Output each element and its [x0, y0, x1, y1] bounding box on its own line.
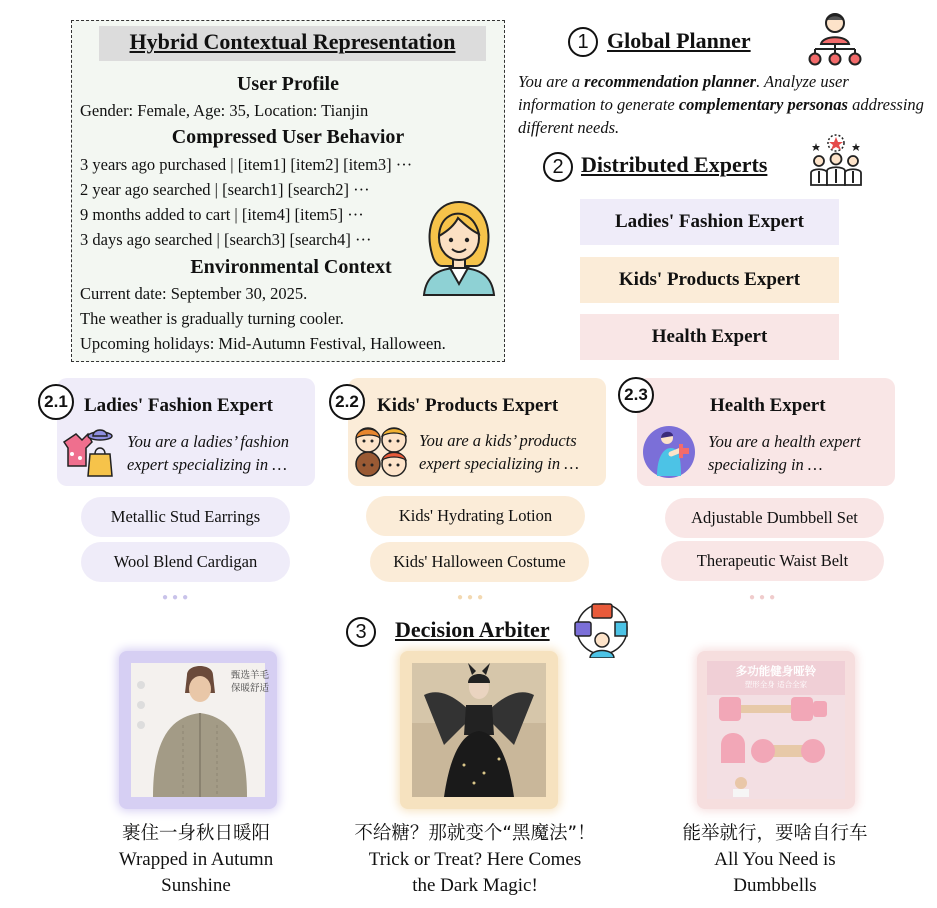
- expert-card-title: Health Expert: [710, 395, 826, 416]
- more-items-dots: ●●●: [457, 592, 488, 603]
- expert-box-ladies-fashion: Ladies' Fashion Expert: [580, 199, 839, 245]
- recommended-item-pill: Kids' Hydrating Lotion: [366, 496, 585, 536]
- arbiter-icon: [573, 600, 631, 658]
- photo-overlay-line: 保暖舒适: [231, 683, 270, 694]
- step-number-1: 1: [568, 27, 598, 57]
- planner-desc-emphasis: complementary personas: [678, 95, 848, 114]
- environment-heading: Environmental Context: [190, 256, 392, 278]
- expert-card-desc: You are a health expert: [708, 432, 861, 451]
- caption-chinese: 能举就行，要啥自行车: [682, 823, 868, 844]
- expert-card-badge: 2.1: [38, 384, 74, 420]
- caption-english: the Dark Magic!: [412, 875, 538, 896]
- fitness-dumbbell-icon: [641, 424, 697, 480]
- user-avatar-icon: [418, 196, 500, 296]
- planner-desc-part: addressing different needs.: [518, 95, 924, 137]
- caption-chinese: 裹住一身秋日暖阳: [121, 823, 270, 844]
- caption-english: Sunshine: [161, 875, 231, 896]
- recommended-item-pill: Wool Blend Cardigan: [81, 542, 290, 582]
- user-profile-heading: User Profile: [236, 73, 339, 95]
- behavior-line: 3 years ago purchased | [item1] [item2] [item3] ···: [80, 155, 413, 174]
- more-items-dots: ●●●: [749, 592, 780, 603]
- expert-card-title: Kids' Products Expert: [377, 395, 559, 416]
- expert-card-desc: expert specializing in …: [127, 455, 287, 474]
- environment-line: Upcoming holidays: Mid-Autumn Festival, Halloween.: [80, 334, 446, 353]
- expert-box-health: Health Expert: [580, 314, 839, 360]
- planner-hierarchy-icon: [805, 11, 865, 69]
- photo-overlay-line: 甄选羊毛: [231, 670, 270, 681]
- planner-desc-part: You are a: [518, 72, 585, 91]
- planner-desc-emphasis: recommendation planner: [584, 72, 757, 91]
- caption-english: Wrapped in Autumn: [118, 849, 274, 870]
- product-photo-dumbbell-frame: [701, 655, 851, 805]
- behavior-line: 9 months added to cart | [item4] [item5] ···: [80, 205, 364, 224]
- expert-card-desc: You are a ladies’ fashion: [127, 432, 289, 451]
- costume-photo: [404, 655, 554, 805]
- expert-card-badge: 2.2: [329, 384, 365, 420]
- caption-english: Trick or Treat? Here Comes: [368, 849, 582, 870]
- recommended-item-pill: Adjustable Dumbbell Set: [665, 498, 884, 538]
- step-number-3: 3: [346, 617, 376, 647]
- recommended-item-pill: Kids' Halloween Costume: [370, 542, 589, 582]
- kids-faces-icon: [351, 424, 411, 478]
- product-photo-costume-frame: [404, 655, 554, 805]
- planner-desc-part: . Analyze user information to generate: [518, 72, 849, 114]
- hybrid-title: Hybrid Contextual Representation: [129, 29, 456, 54]
- environment-line: Current date: September 30, 2025.: [80, 284, 308, 303]
- behavior-heading: Compressed User Behavior: [171, 126, 405, 148]
- product-photo-cardigan-frame: [123, 655, 273, 805]
- photo-overlay-subtitle: 塑形全身 适合全家: [744, 680, 808, 689]
- step-number-2: 2: [543, 152, 573, 182]
- behavior-line: 3 days ago searched | [search3] [search4] ···: [80, 230, 372, 249]
- distributed-experts-title: Distributed Experts: [581, 152, 768, 177]
- environment-line: The weather is gradually turning cooler.: [80, 309, 344, 328]
- expert-card-badge: 2.3: [618, 377, 654, 413]
- decision-arbiter-title: Decision Arbiter: [395, 617, 550, 642]
- caption-chinese: 不给糖？那就变个“黑魔法”！: [354, 823, 596, 844]
- behavior-line: 2 year ago searched | [search1] [search2] ···: [80, 180, 370, 199]
- caption-english: Dumbbells: [733, 875, 817, 896]
- expert-box-kids-products: Kids' Products Expert: [580, 257, 839, 303]
- caption-english: All You Need is: [714, 849, 836, 870]
- planner-description: [518, 70, 928, 139]
- fashion-shopping-icon: [60, 424, 116, 478]
- expert-card-title: Ladies' Fashion Expert: [84, 395, 273, 416]
- experts-group-icon: [806, 133, 866, 187]
- photo-overlay-text: [231, 669, 269, 695]
- expert-card-desc: expert specializing in …: [419, 454, 579, 473]
- photo-overlay-title: 多功能健身哑铃: [735, 664, 817, 678]
- recommended-item-pill: Therapeutic Waist Belt: [661, 541, 884, 581]
- global-planner-title: Global Planner: [607, 28, 751, 53]
- user-profile-line: Gender: Female, Age: 35, Location: Tianjin: [80, 101, 369, 120]
- recommended-item-pill: Metallic Stud Earrings: [81, 497, 290, 537]
- expert-card-desc: You are a kids’ products: [419, 431, 577, 450]
- expert-card-desc: specializing in …: [708, 455, 823, 474]
- more-items-dots: ●●●: [162, 592, 193, 603]
